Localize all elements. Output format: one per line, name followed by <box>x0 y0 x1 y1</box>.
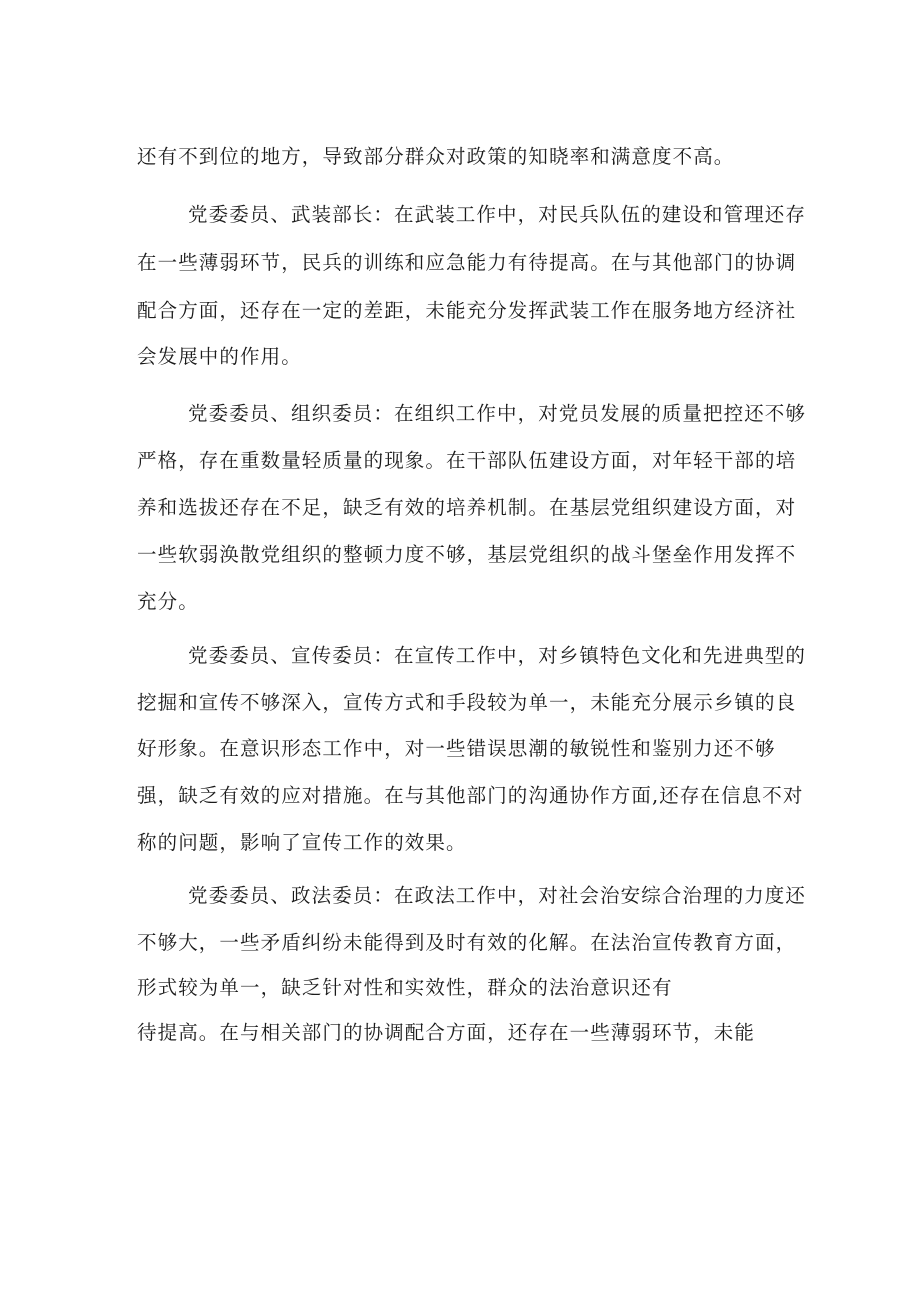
paragraph-publicity-line: 党委委员、宣传委员：在宣传工作中，对乡镇特色文化和先进典型的 <box>188 644 807 667</box>
paragraph-organization-line: 养和选拔还存在不足，缺乏有效的培养机制。在基层党组织建设方面，对 <box>137 496 797 519</box>
paragraph-armed-forces-line: 配合方面，还存在一定的差距，未能充分发挥武装工作在服务地方经济社 <box>137 299 797 322</box>
paragraph-political-legal-line: 党委委员、政法委员：在政法工作中，对社会治安综合治理的力度还 <box>188 884 807 907</box>
paragraph-political-legal-line: 待提高。在与相关部门的协调配合方面，还存在一些薄弱环节，未能 <box>137 1021 756 1044</box>
paragraph-armed-forces-line: 会发展中的作用。 <box>137 345 302 368</box>
paragraph-organization-line: 充分。 <box>137 590 199 613</box>
paragraph-publicity-line: 挖掘和宣传不够深入，宣传方式和手段较为单一，未能充分展示乡镇的良 <box>137 691 797 714</box>
paragraph-political-legal-line: 形式较为单一，缺乏针对性和实效性，群众的法治意识还有 <box>137 976 673 999</box>
paragraph-organization-line: 党委委员、组织委员：在组织工作中，对党员发展的质量把控还不够 <box>188 402 807 425</box>
paragraph-publicity-line: 强，缺乏有效的应对措施。在与其他部门的沟通协作方面,还存在信息不对 <box>137 784 804 807</box>
paragraph-organization-line: 严格，存在重数量轻质量的现象。在干部队伍建设方面，对年轻干部的培 <box>137 449 797 472</box>
paragraph-armed-forces-line: 党委委员、武装部长：在武装工作中，对民兵队伍的建设和管理还存 <box>188 203 807 226</box>
paragraph-publicity-line: 好形象。在意识形态工作中，对一些错误思潮的敏锐性和鉴别力还不够 <box>137 737 776 760</box>
paragraph-publicity-line: 称的问题，影响了宣传工作的效果。 <box>137 831 467 854</box>
paragraph-organization-line: 一些软弱涣散党组织的整顿力度不够，基层党组织的战斗堡垒作用发挥不 <box>137 543 797 566</box>
text-line: 还有不到位的地方，导致部分群众对政策的知晓率和满意度不高。 <box>137 145 735 168</box>
paragraph-armed-forces-line: 在一些薄弱环节，民兵的训练和应急能力有待提高。在与其他部门的协调 <box>137 251 797 274</box>
paragraph-political-legal-line: 不够大，一些矛盾纠纷未能得到及时有效的化解。在法治宣传教育方面， <box>137 931 797 954</box>
